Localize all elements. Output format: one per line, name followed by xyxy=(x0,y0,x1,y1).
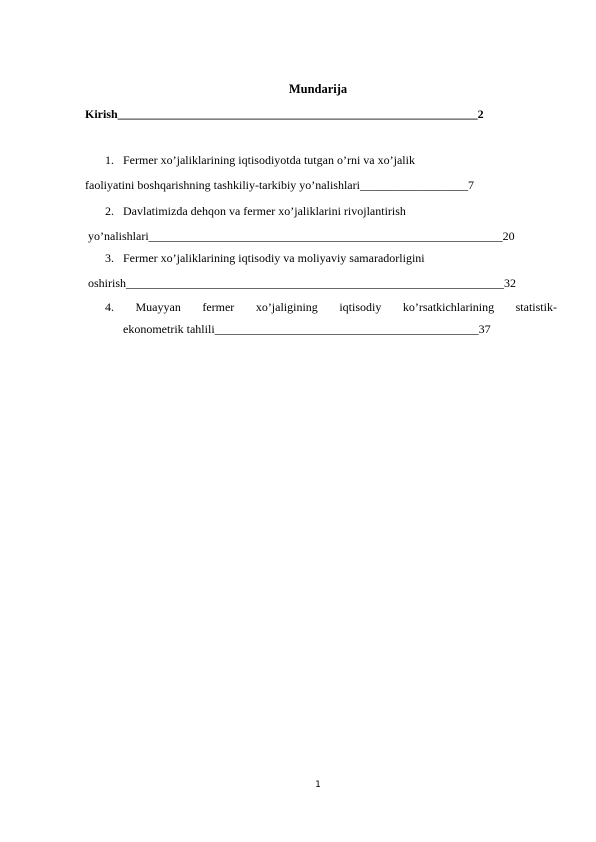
toc-entry-3-number: 3. xyxy=(105,251,114,265)
toc-entry-4-word: statistik- xyxy=(515,300,557,314)
toc-intro-page: 2 xyxy=(477,107,484,121)
toc-entry-4-number: 4. xyxy=(105,300,114,314)
toc-entry-4-page: 37 xyxy=(478,322,491,336)
toc-entry-1-leader: __________________ xyxy=(359,178,468,192)
toc-entry-4-line2 xyxy=(123,322,491,336)
toc-entry-2-line1 xyxy=(105,204,406,218)
toc-entry-1-page: 7 xyxy=(467,178,474,192)
toc-entry-2-leader: ___________________________________________________________ xyxy=(148,229,503,243)
toc-entry-4-word: ko’rsatkichlarining xyxy=(402,300,495,314)
toc-entry-3-leader: _______________________________________________________________ xyxy=(126,276,505,290)
toc-entry-2-page: 20 xyxy=(502,229,515,243)
toc-entry-4-word: xo’jaligining xyxy=(255,300,318,314)
toc-title: Mundarija xyxy=(288,82,348,96)
toc-entry-4-word: fermer xyxy=(202,300,235,314)
toc-entry-3-text1: Fermer xo’jaliklarining iqtisodiy va moliyaviy samaradorligini xyxy=(123,251,425,265)
toc-entry-2-text2: yo’nalishlari xyxy=(88,229,149,243)
toc-entry-3-page: 32 xyxy=(504,276,517,290)
toc-intro-line xyxy=(85,107,484,121)
toc-entry-2-line2 xyxy=(88,229,515,243)
toc-intro-leader: ____________________________________________________________ xyxy=(117,107,478,121)
page-number: 1 xyxy=(315,780,321,790)
toc-entry-2-text1: Davlatimizda dehqon va fermer xo’jaliklarini rivojlantirish xyxy=(123,204,406,218)
toc-entry-1-text2: faoliyatini boshqarishning tashkiliy-tarkibiy yo’nalishlari xyxy=(85,178,360,192)
toc-entry-1-number: 1. xyxy=(105,153,114,167)
toc-entry-3-line2 xyxy=(88,276,516,290)
toc-entry-4-text2: ekonometrik tahlili xyxy=(123,322,215,336)
toc-entry-3-line1 xyxy=(105,251,425,265)
toc-entry-4-line1 xyxy=(105,300,557,314)
toc-entry-1-line1 xyxy=(105,153,415,167)
toc-entry-4-leader: ____________________________________________ xyxy=(214,322,479,336)
toc-entry-1-text1: Fermer xo’jaliklarining iqtisodiyotda tutgan o’rni va xo’jalik xyxy=(123,153,415,167)
toc-entry-1-line2 xyxy=(85,178,474,192)
toc-entry-4-word: Muayyan xyxy=(135,300,181,314)
toc-entry-4-word: iqtisodiy xyxy=(339,300,382,314)
toc-intro-label: Kirish xyxy=(85,107,118,121)
toc-entry-2-number: 2. xyxy=(105,204,114,218)
toc-entry-3-text2: oshirish xyxy=(88,276,127,290)
